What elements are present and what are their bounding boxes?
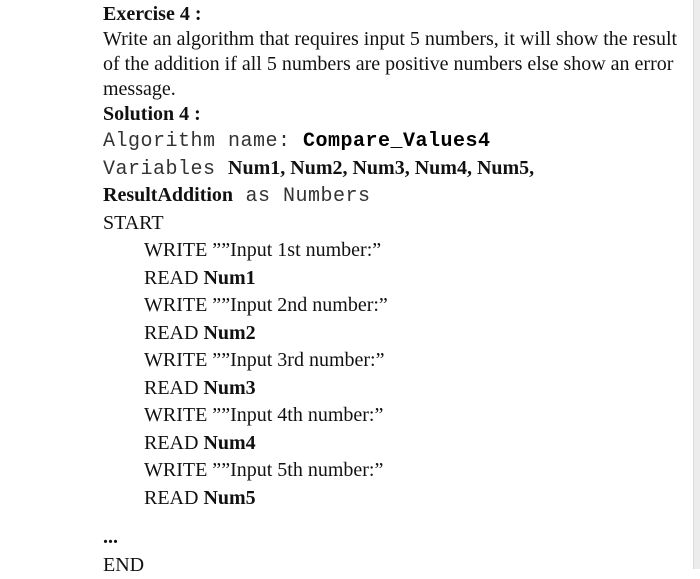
variable-names: Num1, Num2, Num3, Num4, Num5, — [228, 157, 534, 179]
read-statement-1 — [103, 265, 683, 293]
read-keyword: READ — [144, 377, 203, 399]
read-variable: Num1 — [203, 267, 255, 289]
algorithm-name-line — [103, 127, 683, 155]
write-statement-3: WRITE ””Input 3rd number:” — [103, 347, 683, 375]
read-keyword: READ — [144, 267, 203, 289]
read-variable: Num2 — [203, 322, 255, 344]
algorithm-name: Compare_Values4 — [303, 130, 491, 153]
exercise-heading: Exercise 4 : — [103, 2, 683, 27]
algorithm-block — [103, 127, 683, 579]
ellipsis: ... — [103, 524, 683, 552]
variable-result-addition: ResultAddition — [103, 184, 233, 206]
write-statement-5: WRITE ””Input 5th number:” — [103, 457, 683, 485]
write-statement-4: WRITE ””Input 4th number:” — [103, 402, 683, 430]
read-statement-3 — [103, 375, 683, 403]
read-statement-2 — [103, 320, 683, 348]
variables-type: as Numbers — [233, 185, 371, 208]
read-statement-5 — [103, 485, 683, 513]
variables-line-continued — [103, 182, 683, 210]
exercise-document — [103, 2, 683, 579]
read-keyword: READ — [144, 432, 203, 454]
start-keyword: START — [103, 210, 683, 238]
read-keyword: READ — [144, 487, 203, 509]
write-statement-1: WRITE ””Input 1st number:” — [103, 237, 683, 265]
write-statement-2: WRITE ””Input 2nd number:” — [103, 292, 683, 320]
read-keyword: READ — [144, 322, 203, 344]
read-variable: Num4 — [203, 432, 255, 454]
exercise-description: Write an algorithm that requires input 5 numbers, it will show the result of the addition if all 5 numbers are positive numbers else show an error message. — [103, 27, 683, 102]
algorithm-name-label: Algorithm name: — [103, 130, 303, 153]
variables-label: Variables — [103, 158, 228, 181]
read-statement-4 — [103, 430, 683, 458]
right-edge-border — [693, 0, 700, 569]
end-keyword: END — [103, 552, 683, 579]
read-variable: Num3 — [203, 377, 255, 399]
read-variable: Num5 — [203, 487, 255, 509]
spacer — [103, 512, 683, 524]
solution-heading: Solution 4 : — [103, 102, 683, 127]
variables-line — [103, 155, 683, 183]
